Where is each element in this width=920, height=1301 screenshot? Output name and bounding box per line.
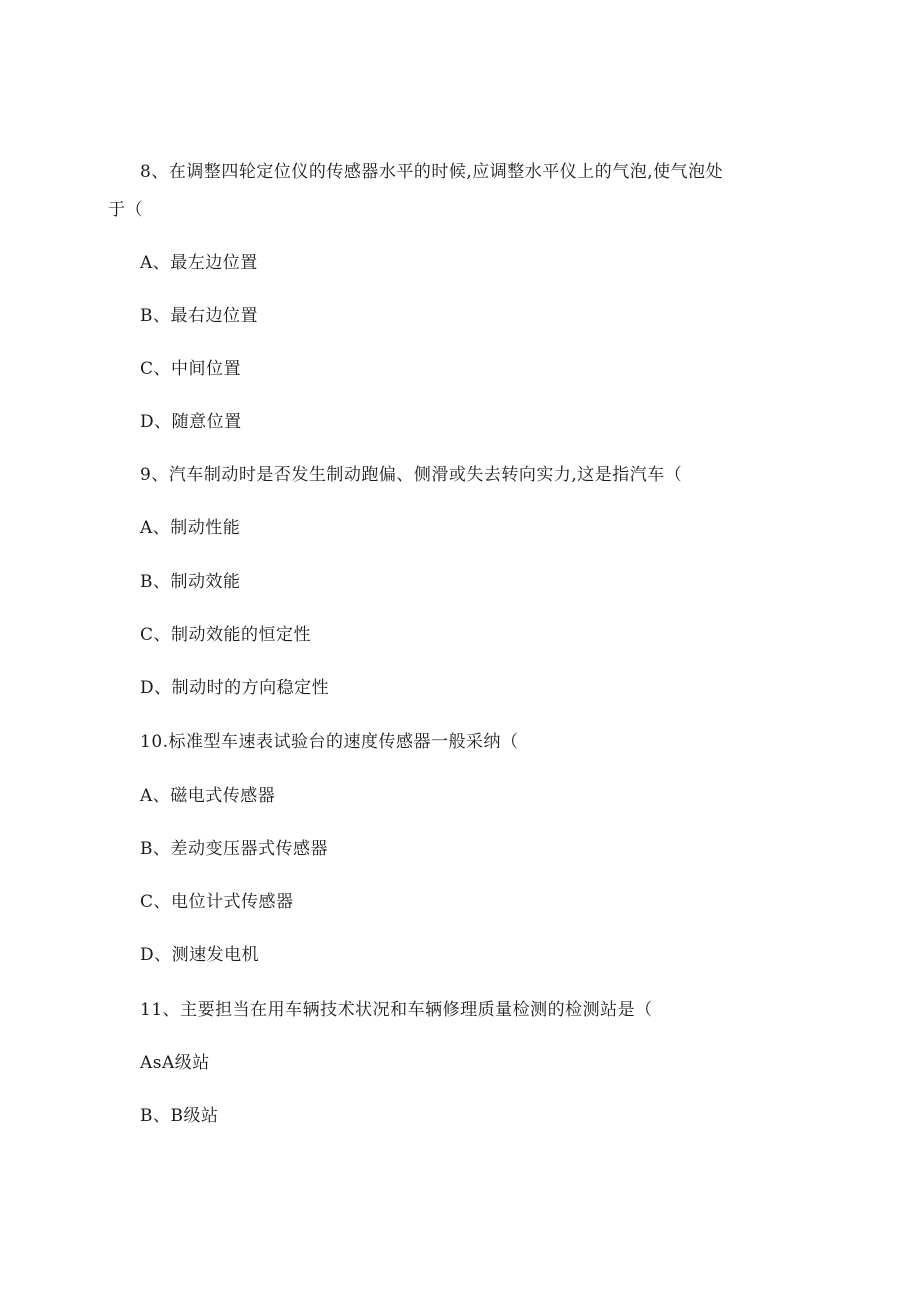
question-11-option-b: B、B级站 bbox=[140, 1106, 219, 1126]
question-10-option-c: C、电位计式传感器 bbox=[140, 892, 294, 912]
question-9-option-a: A、制动性能 bbox=[140, 518, 241, 538]
question-10-option-b: B、差动变压器式传感器 bbox=[140, 839, 328, 859]
question-9-option-b: B、制动效能 bbox=[140, 572, 241, 592]
question-9-option-c: C、制动效能的恒定性 bbox=[140, 625, 312, 645]
question-9-stem: 9、汽车制动时是否发生制动跑偏、侧滑或失去转向实力,这是指汽车（ bbox=[140, 465, 683, 485]
question-10-stem: 10.标准型车速表试验台的速度传感器一般采纳（ bbox=[140, 732, 519, 752]
question-11-option-a: AsA级站 bbox=[140, 1053, 210, 1073]
question-8-stem-line1: 8、在调整四轮定位仪的传感器水平的时候,应调整水平仪上的气泡,使气泡处 bbox=[140, 162, 724, 182]
question-8-stem-line2: 于（ bbox=[108, 200, 143, 220]
question-11-stem: 11、主要担当在用车辆技术状况和车辆修理质量检测的检测站是（ bbox=[140, 1000, 653, 1020]
question-9-option-d: D、制动时的方向稳定性 bbox=[140, 678, 330, 698]
question-8-option-b: B、最右边位置 bbox=[140, 306, 258, 326]
question-10-option-a: A、磁电式传感器 bbox=[140, 786, 276, 806]
question-8-option-c: C、中间位置 bbox=[140, 359, 242, 379]
question-10-option-d: D、测速发电机 bbox=[140, 945, 260, 965]
question-8-option-d: D、随意位置 bbox=[140, 412, 242, 432]
question-8-option-a: A、最左边位置 bbox=[140, 253, 258, 273]
